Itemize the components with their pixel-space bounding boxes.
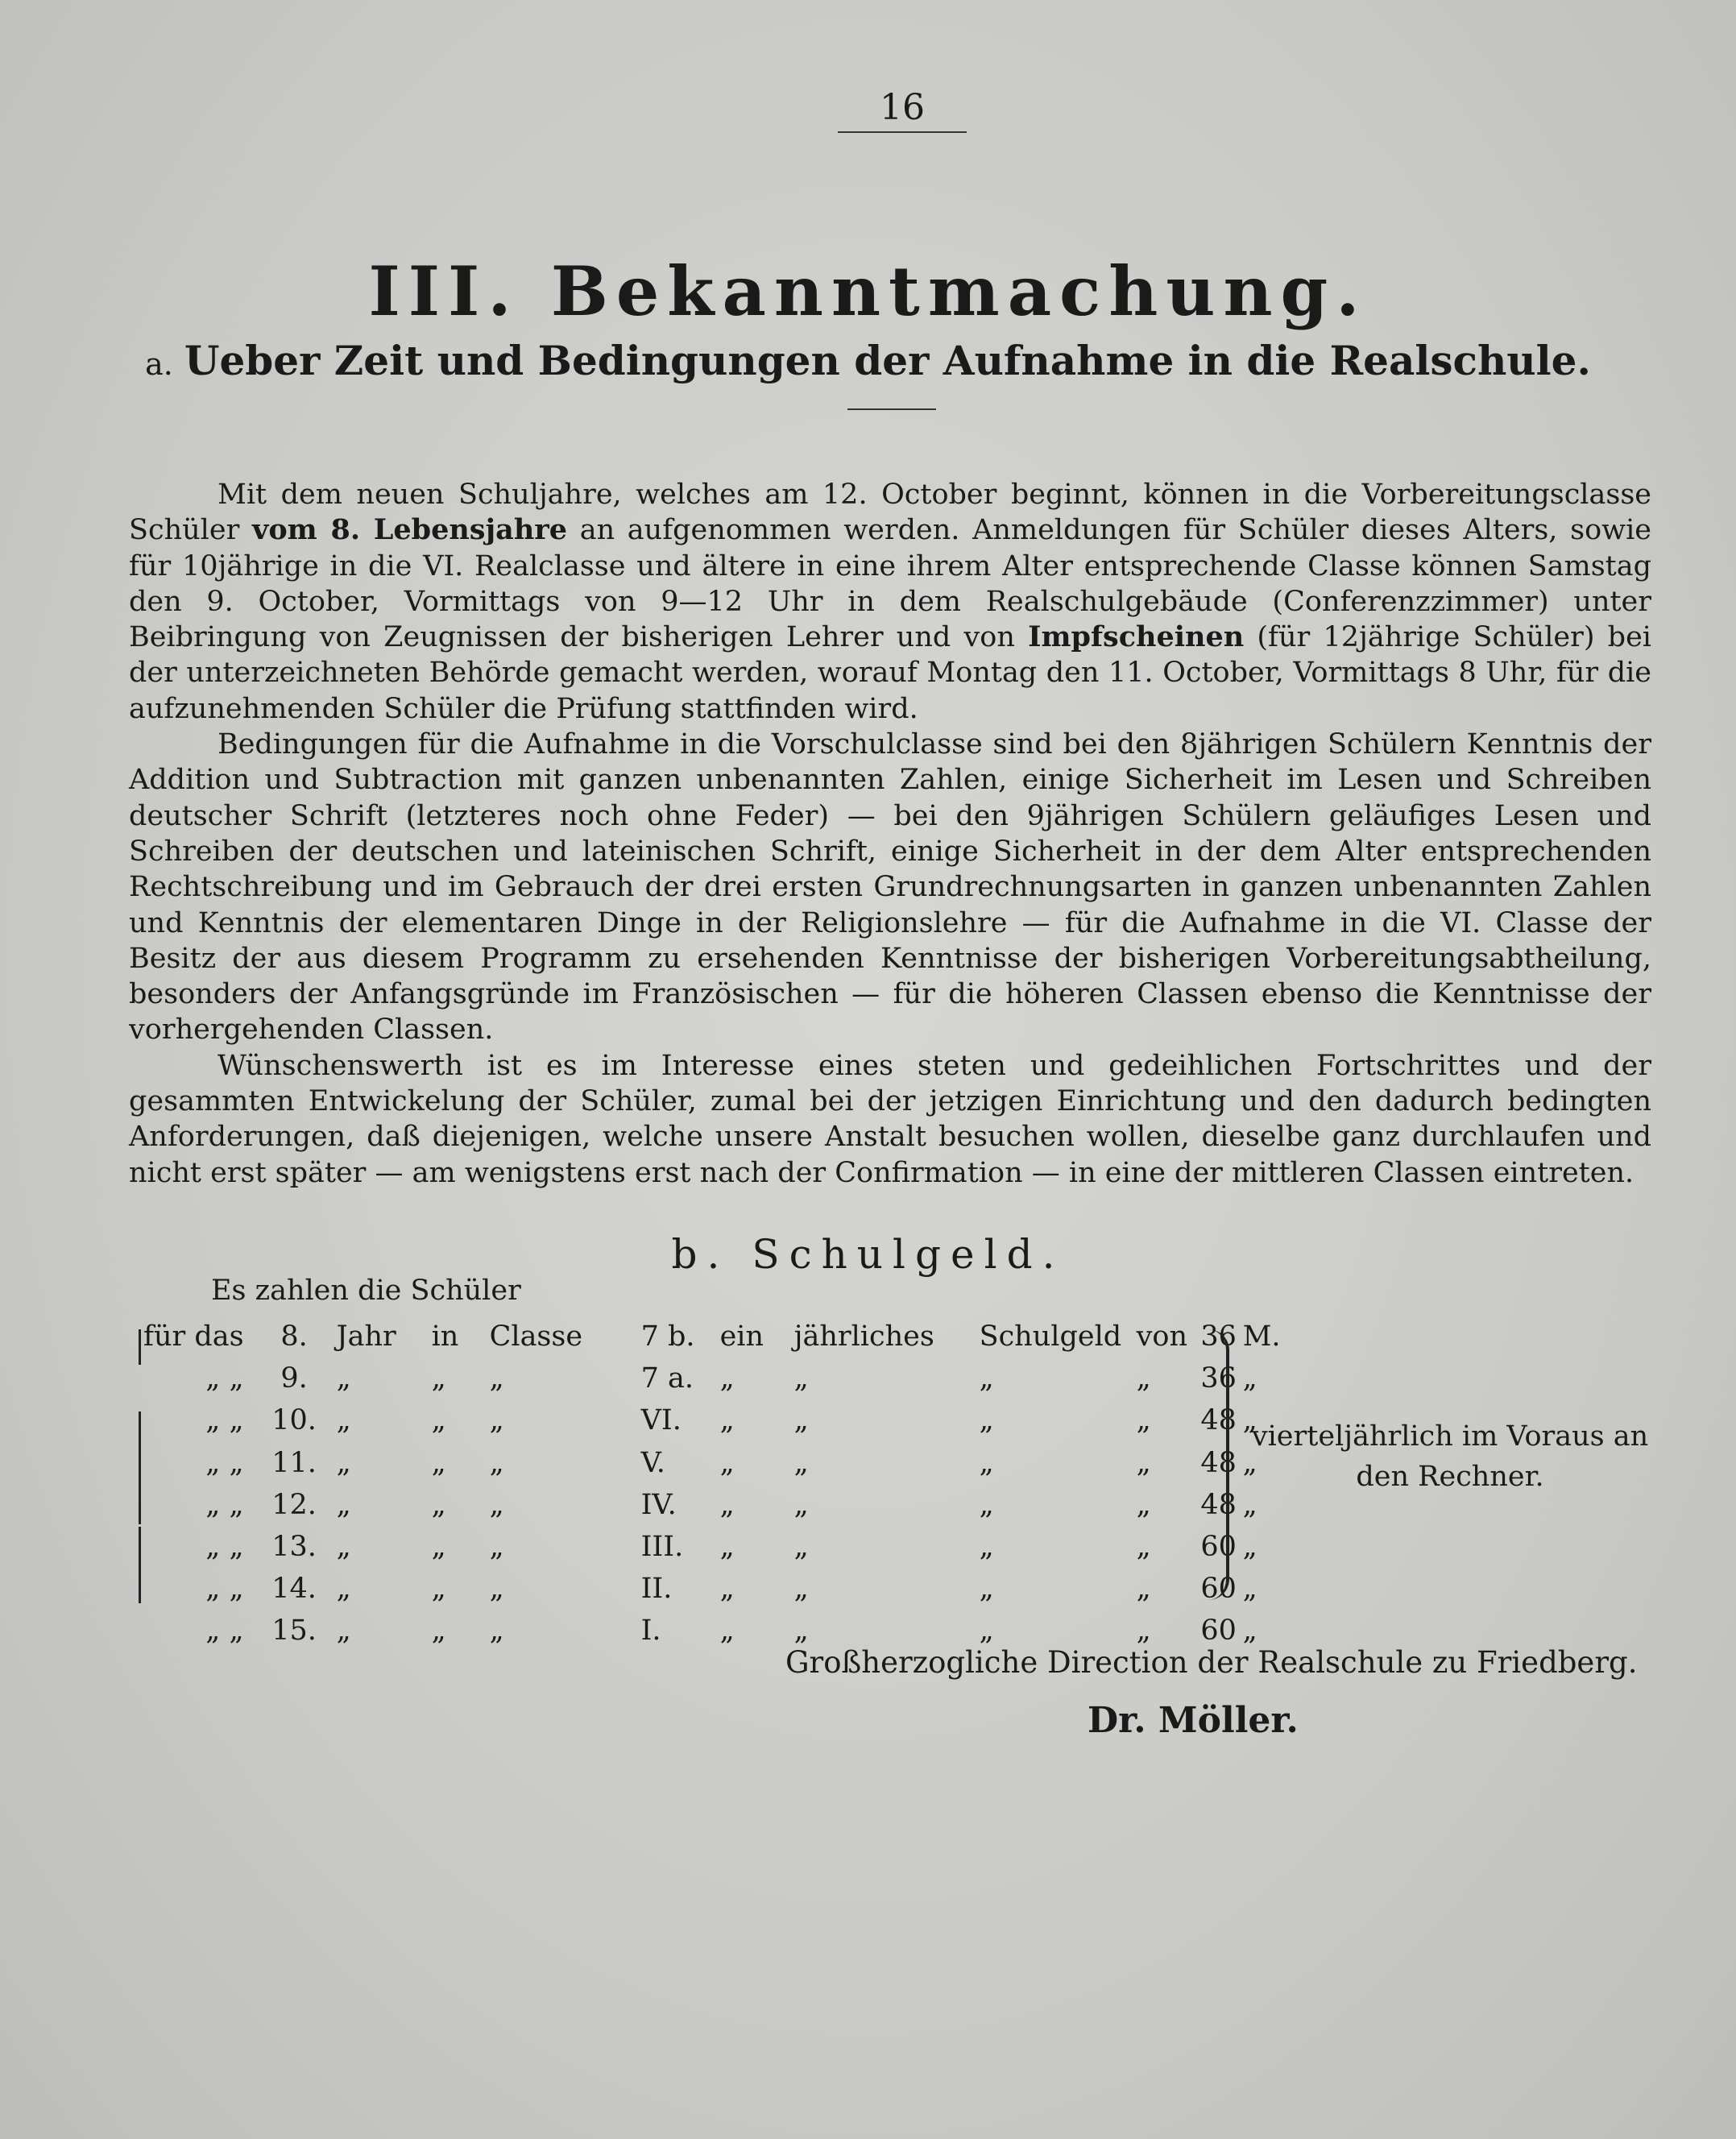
fee-cell-amt: 36 [1200, 1362, 1237, 1395]
fee-cell-amt: 48 [1200, 1446, 1237, 1479]
fee-cell-age: 9. [280, 1362, 308, 1395]
fee-cell-amt: 60 [1200, 1531, 1237, 1564]
fee-cell-ein: „ [719, 1446, 735, 1479]
fee-cell-age: 8. [280, 1320, 308, 1353]
page-number: 16 [838, 87, 967, 133]
fee-cell-von: „ [1136, 1488, 1151, 1521]
fee-cell-cl: „ [489, 1531, 504, 1564]
right-brace [1208, 1329, 1229, 1600]
fee-cell-ein: „ [719, 1404, 735, 1437]
fee-cell-cls: IV. [640, 1488, 677, 1521]
issuing-authority: Großherzogliche Direction der Realschule zu Friedberg. [785, 1645, 1638, 1680]
divider [847, 408, 936, 410]
fee-cell-sg: „ [979, 1488, 994, 1521]
fee-cell-von: „ [1136, 1573, 1151, 1606]
fee-cell-jahr: Jahr [336, 1320, 396, 1353]
fee-cell-cl: „ [489, 1446, 504, 1479]
fee-cell-prep: „ „ [205, 1573, 244, 1606]
section-b-heading: b. Schulgeld. [671, 1231, 1065, 1278]
fee-cell-age: 12. [271, 1488, 317, 1521]
fee-cell-cl: „ [489, 1615, 504, 1648]
fee-row [143, 1442, 1291, 1484]
fee-cell-age: 13. [271, 1531, 317, 1564]
paragraph-1 [129, 477, 1651, 727]
p1-bold2: Impfscheinen [1028, 620, 1245, 654]
fee-cell-amt: 48 [1200, 1404, 1237, 1437]
fee-cell-von: von [1136, 1320, 1187, 1353]
fee-cell-von: „ [1136, 1446, 1151, 1479]
fee-cell-amt: 60 [1200, 1615, 1237, 1648]
fee-cell-cls: V. [640, 1446, 665, 1479]
fee-cell-jl: „ [793, 1446, 809, 1479]
paragraph-3: Wünschenswerth ist es im Interesse eines steten und gedeihlichen Fortschrittes und der gesammten Entwickelung der Schüler, zumal bei der jetzigen Einrichtung und den dadurch bedingten Anforderungen, daß diejenigen, welche unsere Anstalt besuchen wollen, dieselbe ganz durchlaufen und nicht erst später — am wenigstens erst nach der Confirmation — in eine der mittleren Classen eintreten. [129, 1049, 1651, 1189]
fee-cell-sg: „ [979, 1362, 994, 1395]
fee-cell-von: „ [1136, 1615, 1151, 1648]
fee-cell-cl: „ [489, 1573, 504, 1606]
fee-cell-prep: „ „ [205, 1531, 244, 1564]
fee-cell-age: 15. [271, 1615, 317, 1648]
fee-row [143, 1316, 1291, 1358]
fee-row [143, 1484, 1291, 1526]
fee-cell-age: 14. [271, 1573, 317, 1606]
signature: Dr. Möller. [1088, 1700, 1299, 1741]
section-a-mark: a. [145, 346, 173, 382]
fee-cell-age: 10. [271, 1404, 317, 1437]
fee-cell-jahr: „ [336, 1362, 351, 1395]
fee-cell-ein: „ [719, 1488, 735, 1521]
fee-cell-in: „ [431, 1531, 446, 1564]
p1-pre: Mit dem neuen Schuljahre, welches am 12. October beginnt, können in die Vorbereitungsclasse Schüler [129, 479, 1651, 547]
fee-cell-in: „ [431, 1488, 446, 1521]
fee-cell-cls: I. [640, 1615, 661, 1648]
fee-cell-jahr: „ [336, 1404, 351, 1437]
fee-cell-m: M. [1242, 1320, 1281, 1353]
fee-cell-jl: jährliches [793, 1320, 934, 1353]
fee-row [143, 1399, 1291, 1441]
fee-cell-jahr: „ [336, 1615, 351, 1648]
left-brace-2 [139, 1411, 146, 1524]
fee-cell-jahr: „ [336, 1531, 351, 1564]
fee-cell-sg: „ [979, 1573, 994, 1606]
fee-cell-von: „ [1136, 1531, 1151, 1564]
fee-cell-von: „ [1136, 1362, 1151, 1395]
fee-cell-prep: „ „ [205, 1615, 244, 1648]
fee-cell-m: „ [1242, 1573, 1257, 1606]
fee-cell-cl: „ [489, 1404, 504, 1437]
fee-cell-jl: „ [793, 1362, 809, 1395]
fee-cell-cl: „ [489, 1488, 504, 1521]
fee-cell-prep: „ „ [205, 1404, 244, 1437]
fee-cell-cls: 7 b. [640, 1320, 695, 1353]
payment-note [1233, 1416, 1668, 1497]
fee-cell-von: „ [1136, 1404, 1151, 1437]
fee-cell-ein: „ [719, 1362, 735, 1395]
fee-cell-ein: ein [719, 1320, 764, 1353]
fee-cell-in: „ [431, 1446, 446, 1479]
fee-cell-jahr: „ [336, 1488, 351, 1521]
payment-note-line2: den Rechner. [1356, 1461, 1544, 1493]
fee-cell-sg: „ [979, 1404, 994, 1437]
fee-row [143, 1358, 1291, 1399]
fee-cell-amt: 60 [1200, 1573, 1237, 1606]
fee-row [143, 1526, 1291, 1568]
fee-cell-sg: „ [979, 1531, 994, 1564]
fee-cell-jl: „ [793, 1615, 809, 1648]
fee-cell-cls: VI. [640, 1404, 682, 1437]
fee-cell-jl: „ [793, 1573, 809, 1606]
fee-cell-ein: „ [719, 1615, 735, 1648]
p1-post: (für 12jährige Schüler) bei der unterzeichneten Behörde gemacht werden, worauf Montag den 11. October, Vormittags 8 Uhr, für die aufzunehmenden Schüler die Prüfung stattfinden wird. [129, 621, 1651, 725]
fee-cell-cls: III. [640, 1531, 684, 1564]
fee-intro: Es zahlen die Schüler [211, 1275, 521, 1307]
fee-cell-prep: für das [143, 1320, 244, 1353]
fee-cell-in: „ [431, 1573, 446, 1606]
fee-cell-cl: Classe [489, 1320, 583, 1353]
left-brace-3 [139, 1527, 146, 1603]
fee-cell-prep: „ „ [205, 1488, 244, 1521]
fee-row [143, 1568, 1291, 1610]
page-title: III. Bekanntmachung. [368, 251, 1368, 331]
body-text [129, 477, 1651, 1191]
fee-cell-jl: „ [793, 1531, 809, 1564]
fee-cell-ein: „ [719, 1573, 735, 1606]
fee-cell-m: „ [1242, 1488, 1257, 1521]
fee-cell-sg: Schulgeld [979, 1320, 1122, 1353]
fee-cell-prep: „ „ [205, 1362, 244, 1395]
fee-cell-prep: „ „ [205, 1446, 244, 1479]
section-a-heading [0, 337, 1736, 384]
fee-cell-in: „ [431, 1362, 446, 1395]
fee-table [143, 1316, 1291, 1652]
p1-bold: vom 8. Lebensjahre [252, 513, 568, 547]
section-a-heading-text: Ueber Zeit und Bedingungen der Aufnahme in die Realschule. [184, 337, 1591, 384]
payment-note-line1: vierteljährlich im Voraus an [1251, 1420, 1649, 1453]
fee-cell-m: „ [1242, 1531, 1257, 1564]
fee-cell-m: „ [1242, 1446, 1257, 1479]
fee-cell-jahr: „ [336, 1446, 351, 1479]
fee-cell-in: „ [431, 1404, 446, 1437]
fee-cell-cls: II. [640, 1573, 673, 1606]
fee-cell-m: „ [1242, 1404, 1257, 1437]
fee-cell-cls: 7 a. [640, 1362, 694, 1395]
fee-cell-sg: „ [979, 1446, 994, 1479]
fee-cell-age: 11. [271, 1446, 317, 1479]
p1-mid: an aufgenommen werden. Anmeldungen für Schüler dieses Alters, sowie für 10jährige in die VI. Realclasse und ältere in eine ihrem Alter entsprechende Classe können Samstag den 9. October, Vormittags von 9—12 Uhr in dem Realschulgebäude (Conferenzzimmer) unter Beibringung von Zeugnissen der bisherigen Lehrer und von [129, 514, 1652, 654]
fee-cell-m: „ [1242, 1362, 1257, 1395]
paragraph-2: Bedingungen für die Aufnahme in die Vorschulclasse sind bei den 8jährigen Schülern Kenntnis der Addition und Subtraction mit ganzen unbenannten Zahlen, einige Sicherheit im Lesen und Schreiben deutscher Schrift (letzteres noch ohne Feder) — bei den 9jährigen Schülern geläufiges Lesen und Schreiben der deutschen und lateinischen Schrift, einige Sicherheit in der dem Alter entsprechenden Rechtschreibung und im Gebrauch der drei ersten Grundrechnungsarten in ganzen unbenannten Zahlen und Kenntnis der elementaren Dinge in der Religionslehre — für die Aufnahme in die VI. Classe der Besitz der aus diesem Programm zu ersehenden Kenntnisse der bisherigen Vorbereitungsabtheilung, besonders der Anfangsgründe im Französischen — für die höheren Classen ebenso die Kenntnisse der vorhergehenden Classen. [129, 728, 1651, 1047]
left-brace-1 [139, 1329, 146, 1365]
fee-cell-sg: „ [979, 1615, 994, 1648]
fee-cell-in: in [431, 1320, 459, 1353]
fee-cell-cl: „ [489, 1362, 504, 1395]
fee-cell-m: „ [1242, 1615, 1257, 1648]
fee-cell-jl: „ [793, 1404, 809, 1437]
fee-cell-ein: „ [719, 1531, 735, 1564]
fee-cell-amt: 48 [1200, 1488, 1237, 1521]
fee-cell-in: „ [431, 1615, 446, 1648]
fee-cell-jahr: „ [336, 1573, 351, 1606]
fee-cell-jl: „ [793, 1488, 809, 1521]
fee-cell-amt: 36 [1200, 1320, 1237, 1353]
